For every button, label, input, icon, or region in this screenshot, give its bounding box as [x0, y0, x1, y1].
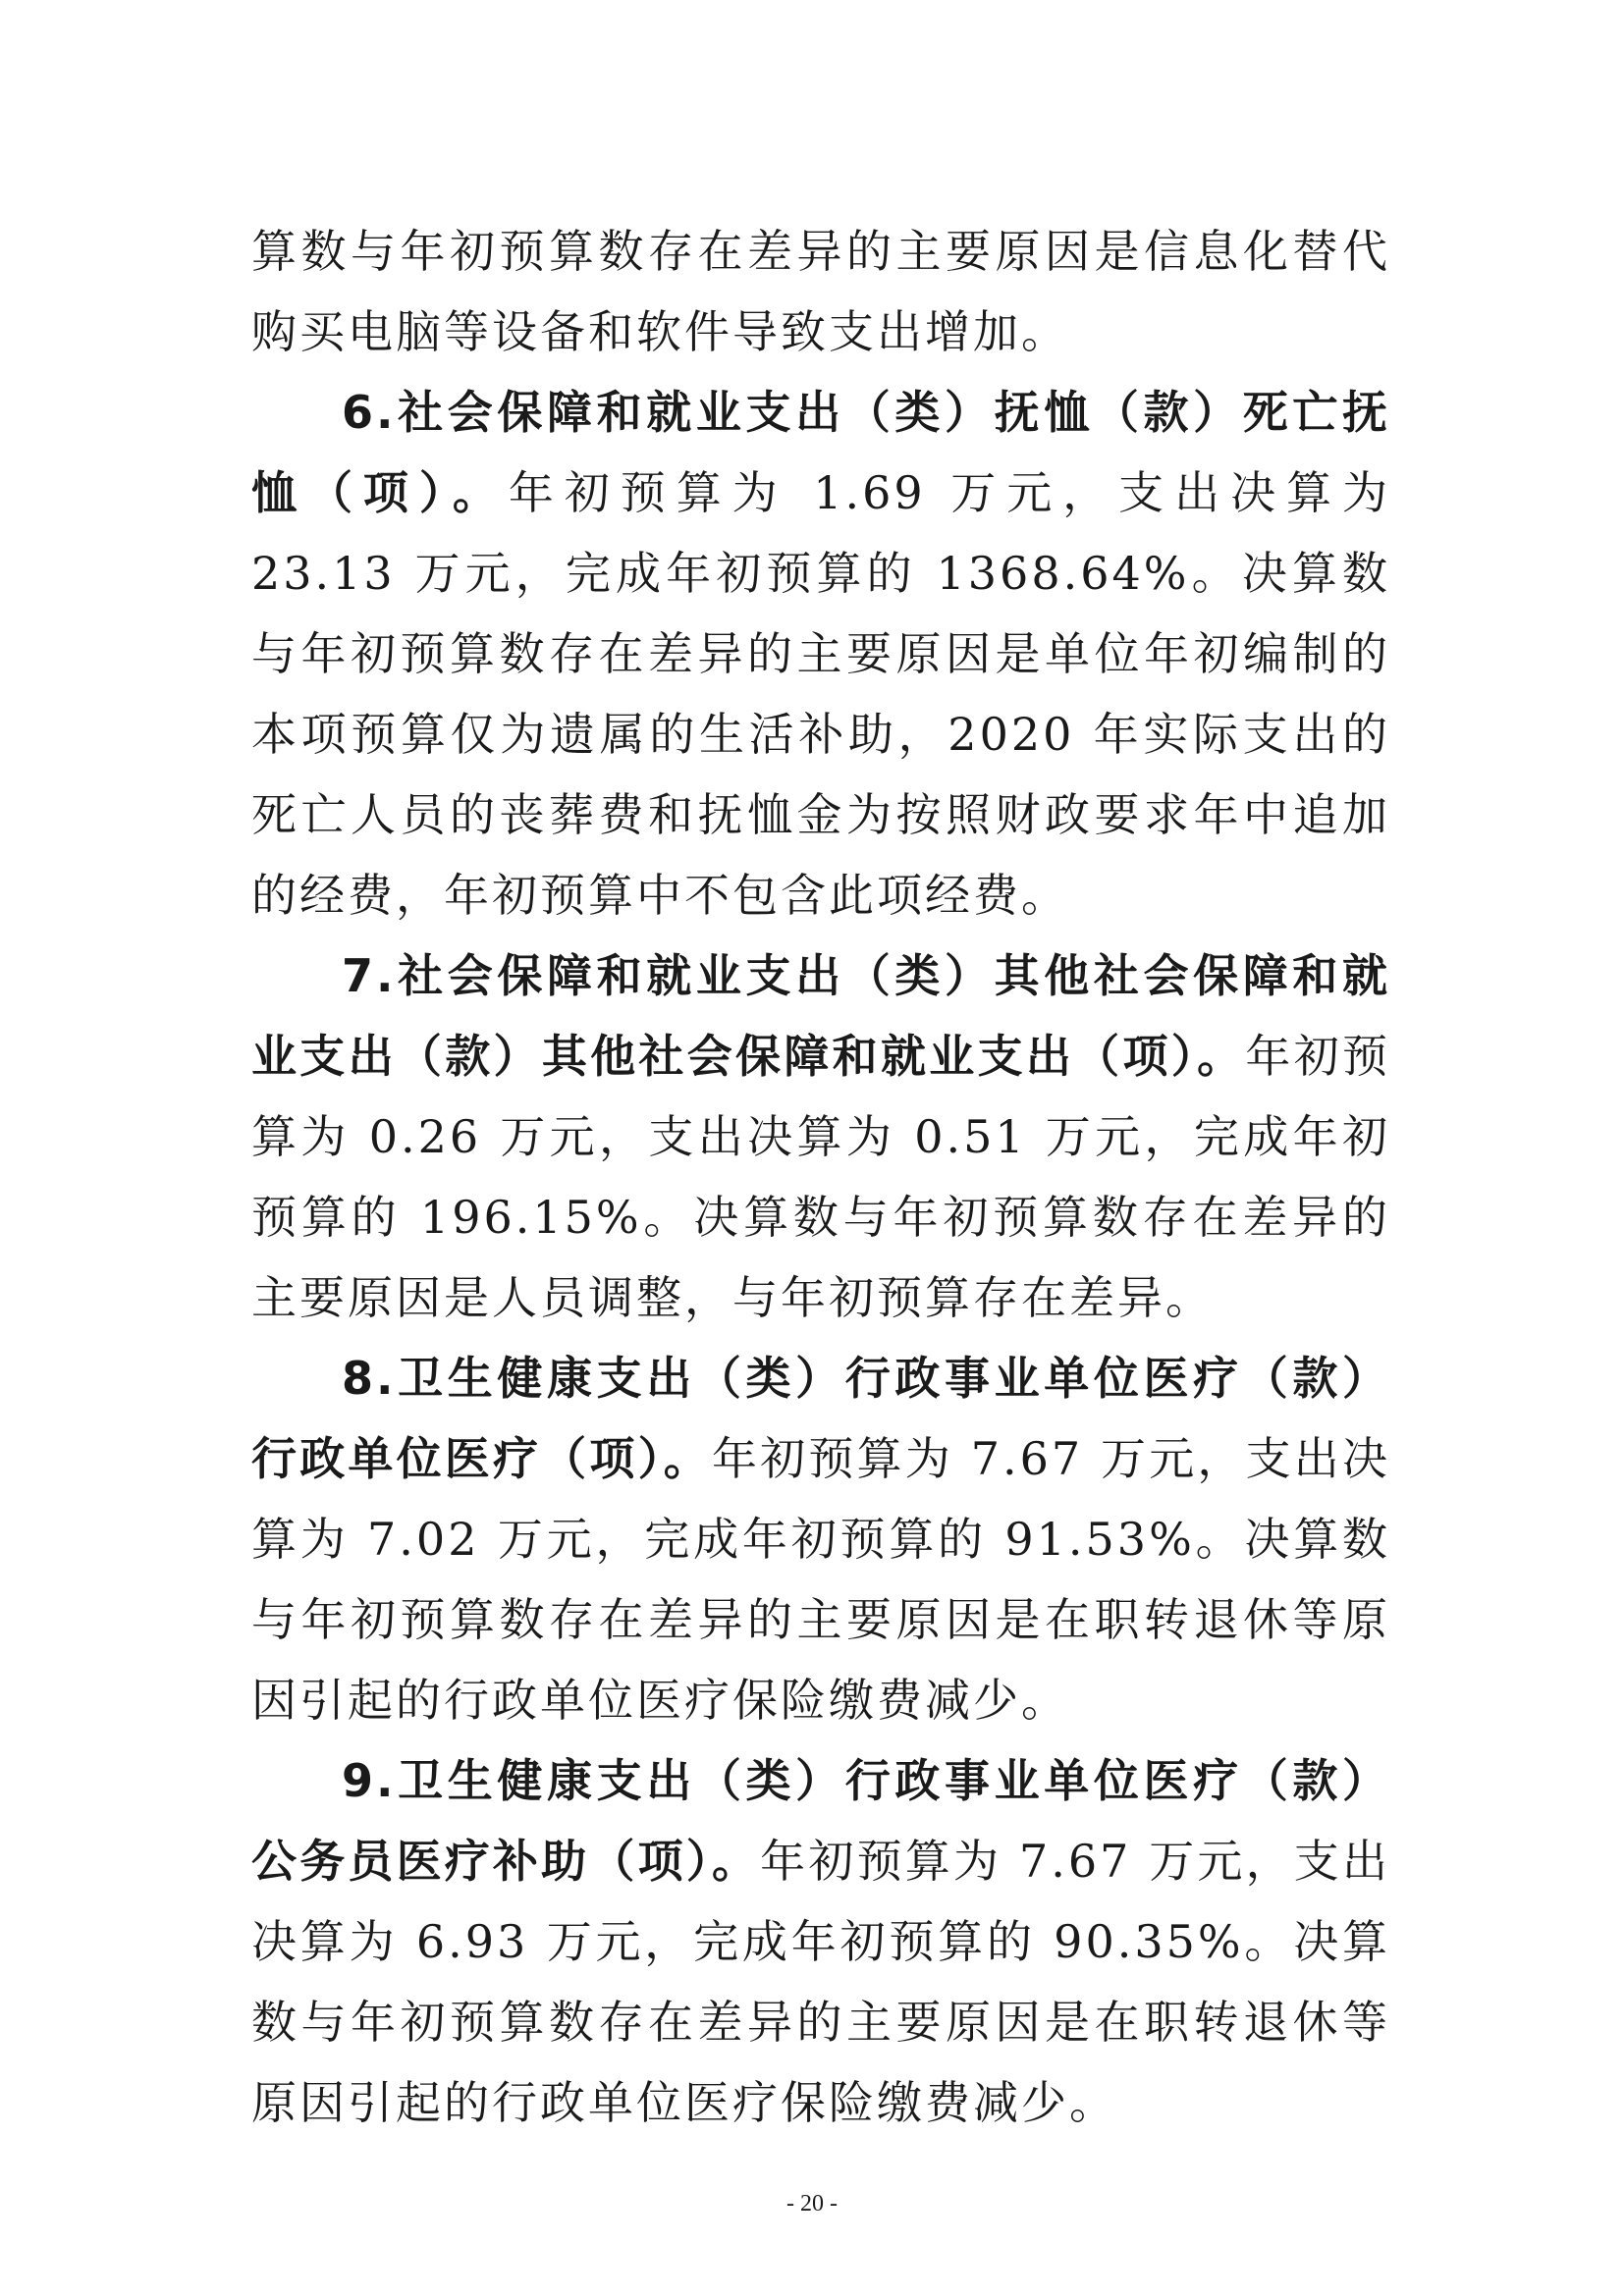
paragraph-body: 年初预算为 7.67 万元，支出决算为 6.93 万元，完成年初预算的 90.35%。决算数与年初预算数存在差异的主要原因是在职转退休等原因引起的行政单位医疗保险缴费减少。 — [251, 1835, 1391, 2129]
paragraph-body: 年初预算为 7.67 万元，支出决算为 7.02 万元，完成年初预算的 91.53%。决算数与年初预算数存在差异的主要原因是在职转退休等原因引起的行政单位医疗保险缴费减少。 — [251, 1432, 1390, 1727]
paragraph-heading: 8.卫生健康支出（类）行政事业单位医疗（款）行政单位医疗（项）。 — [251, 1352, 1390, 1485]
paragraph-item-9 — [251, 1740, 1390, 2143]
paragraph-item-6 — [251, 372, 1390, 935]
paragraph-heading: 9.卫生健康支出（类）行政事业单位医疗（款）公务员医疗补助（项）。 — [251, 1754, 1390, 1888]
paragraph-body: 年初预算为 0.26 万元，支出决算为 0.51 万元，完成年初预算的 196.15%。决算数与年初预算数存在差异的主要原因是人员调整，与年初预算存在差异。 — [251, 1030, 1391, 1324]
paragraph-continuation — [251, 211, 1390, 372]
page-number: - 20 - — [786, 2191, 838, 2216]
paragraph-body: 年初预算为 1.69 万元，支出决算为 23.13 万元，完成年初预算的 1368.64%。决算数与年初预算数存在差异的主要原因是单位年初编制的本项预算仅为遗属的生活补助，2020 年实际支出的死亡人员的丧葬费和抚恤金为按照财政要求年中追加的经费，年初预算中不包含此项经费。 — [251, 466, 1390, 922]
paragraph-item-7 — [251, 935, 1390, 1338]
paragraph-heading: 6.社会保障和就业支出（类）抚恤（款）死亡抚恤（项）。 — [251, 386, 1390, 519]
paragraph-body: 算数与年初预算数存在差异的主要原因是信息化替代购买电脑等设备和软件导致支出增加。 — [251, 225, 1390, 358]
document-body — [251, 211, 1390, 2143]
paragraph-item-8 — [251, 1338, 1390, 1740]
paragraph-heading: 7.社会保障和就业支出（类）其他社会保障和就业支出（款）其他社会保障和就业支出（项）。 — [251, 949, 1390, 1083]
